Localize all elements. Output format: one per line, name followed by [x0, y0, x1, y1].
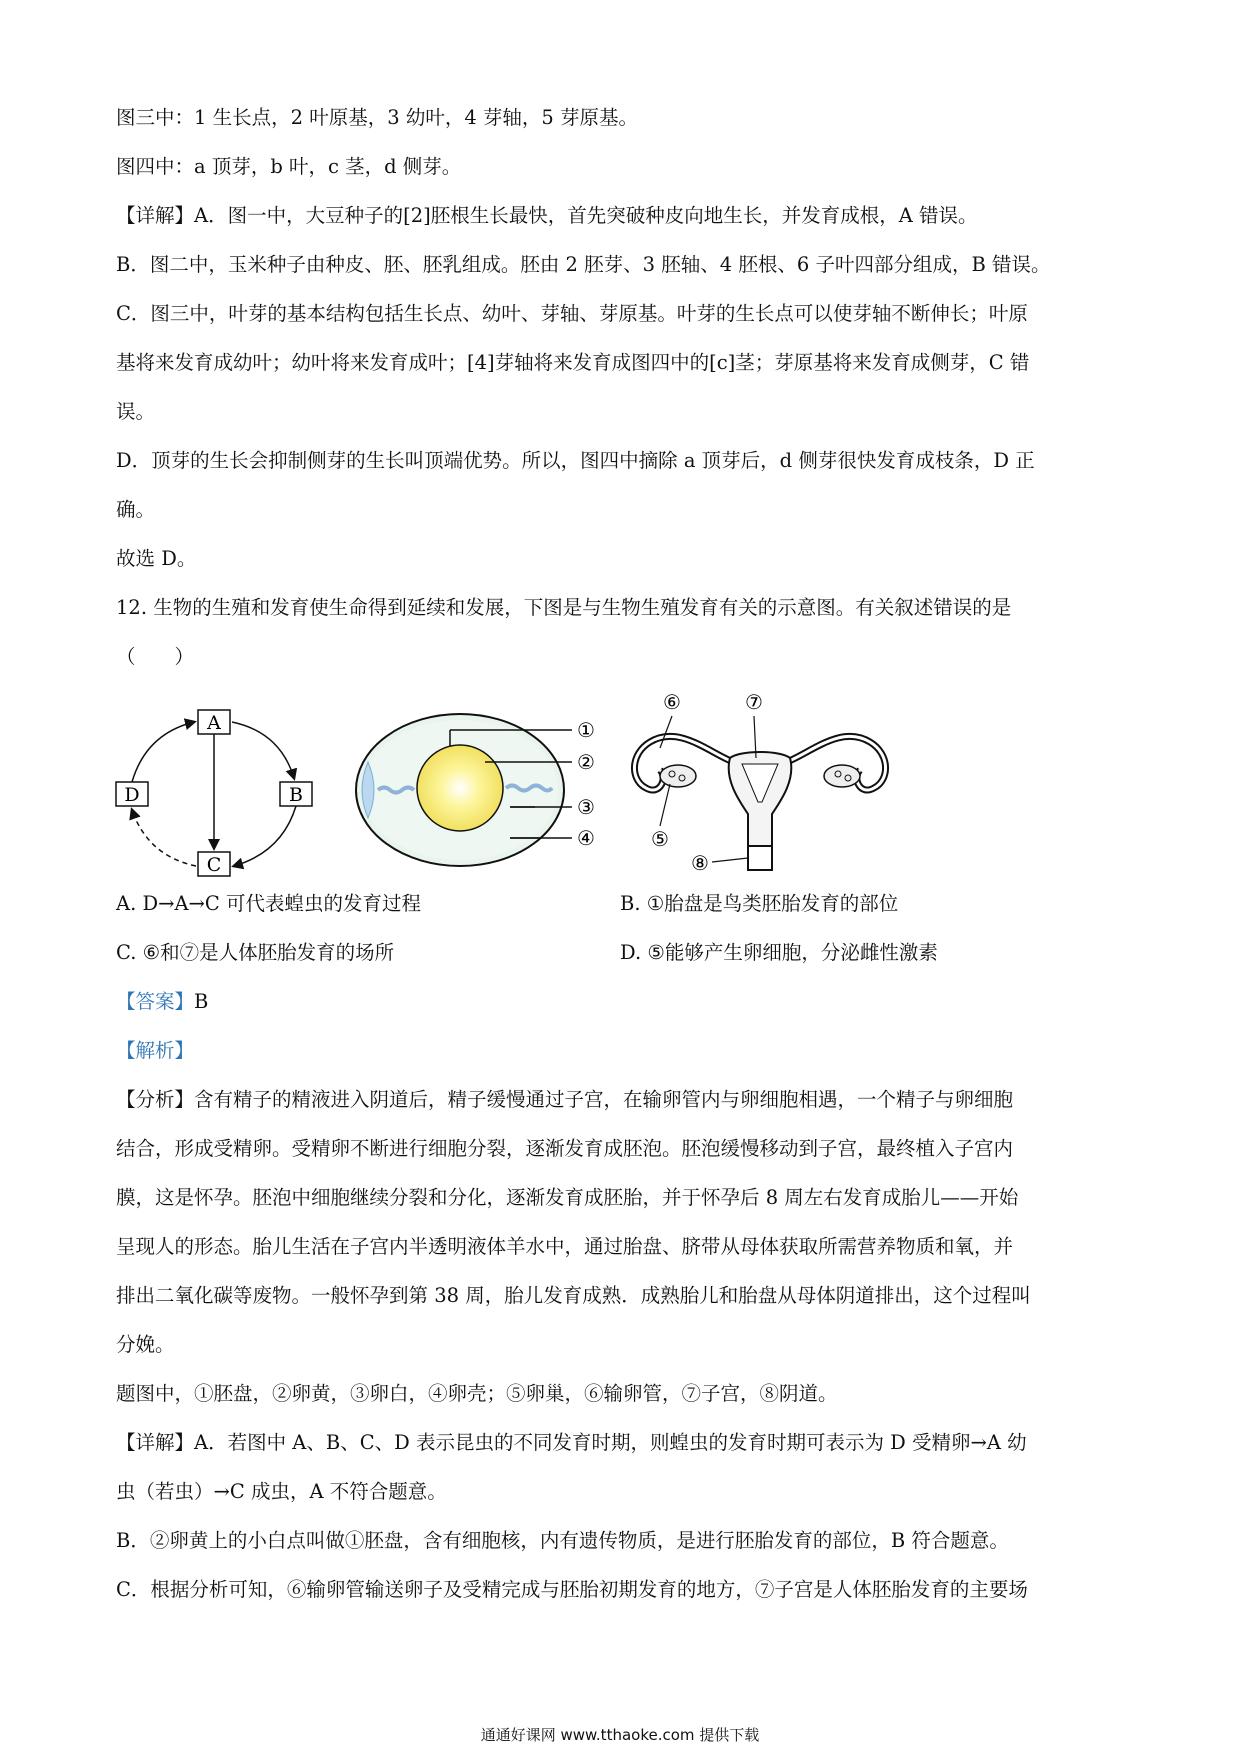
label-7: ⑦ — [745, 690, 763, 714]
arrow-D-A — [132, 722, 194, 782]
option-D: D. ⑤能够产生卵细胞，分泌雌性激素 — [620, 941, 938, 964]
label-2: ② — [577, 750, 595, 774]
line-9: 确。 — [116, 498, 156, 521]
analysis-line-1: 【分析】含有精子的精液进入阴道后，精子缓慢通过子宫，在输卵管内与卵细胞相遇，一个精子与卵细胞 — [116, 1088, 1014, 1111]
label-D: D — [124, 784, 140, 806]
analysis-line-3: 膜，这是怀孕。胚泡中细胞继续分裂和分化，逐渐发育成胚胎，并于怀孕后 8 周左右发育成胎儿——开始 — [116, 1186, 1019, 1209]
option-A: A. D→A→C 可代表蝗虫的发育过程 — [116, 892, 421, 915]
lead-5 — [660, 784, 670, 826]
answer-value: B — [194, 990, 209, 1013]
label-4: ④ — [577, 826, 595, 850]
answer-line — [116, 988, 208, 1016]
egg-diagram — [350, 700, 615, 880]
analysis-line-9: 虫（若虫）→C 成虫，A 不符合题意。 — [116, 1480, 447, 1503]
analysis-line-2: 结合，形成受精卵。受精卵不断进行细胞分裂，逐渐发育成胚泡。胚泡缓慢移动到子宫，最终植入子宫内 — [116, 1137, 1014, 1160]
option-C: C. ⑥和⑦是人体胚胎发育的场所 — [116, 941, 395, 964]
lead-6 — [660, 716, 672, 748]
ovary-right — [824, 765, 860, 787]
vagina — [748, 846, 772, 870]
line-2: 图四中：a 顶芽，b 叶，c 茎，d 侧芽。 — [116, 155, 462, 178]
reproductive-diagram — [620, 684, 900, 880]
analysis-line-7: 题图中，①胚盘，②卵黄，③卵白，④卵壳；⑤卵巢，⑥输卵管，⑦子宫，⑧阴道。 — [116, 1382, 838, 1405]
line-5: C．图三中，叶芽的基本结构包括生长点、幼叶、芽轴、芽原基。叶芽的生长点可以使芽轴不断伸长；叶原 — [116, 302, 1028, 325]
option-B: B. ①胎盘是鸟类胚胎发育的部位 — [620, 892, 899, 915]
label-1: ① — [577, 718, 595, 742]
lead-8 — [712, 858, 748, 862]
arrow-A-B — [232, 722, 294, 778]
analysis-tag: 【解析】 — [116, 1039, 195, 1062]
analysis-line-11: C．根据分析可知，⑥输卵管输送卵子及受精完成与胚胎初期发育的地方，⑦子宫是人体胚胎发育的主要场 — [116, 1578, 1028, 1601]
answer-tag: 【答案】 — [116, 990, 195, 1013]
line-8: D．顶芽的生长会抑制侧芽的生长叫顶端优势。所以，图四中摘除 a 顶芽后，d 侧芽很快发育成枝条，D 正 — [116, 449, 1035, 472]
label-C: C — [206, 854, 222, 876]
label-8: ⑧ — [691, 851, 709, 875]
analysis-line-4: 呈现人的形态。胎儿生活在子宫内半透明液体羊水中，通过胎盘、脐带从母体获取所需营养物质和氧，并 — [116, 1235, 1014, 1258]
question-12-blank: （ ） — [116, 645, 195, 668]
line-1: 图三中：1 生长点，2 叶原基，3 幼叶，4 芽轴，5 芽原基。 — [116, 106, 639, 129]
analysis-line-5: 排出二氧化碳等废物。一般怀孕到第 38 周，胎儿发育成熟．成熟胎儿和胎盘从母体阴道排出，这个过程叫 — [116, 1284, 1031, 1307]
line-6: 基将来发育成幼叶；幼叶将来发育成叶；[4]芽轴将来发育成图四中的[c]茎；芽原基将来发育成侧芽，C 错 — [116, 351, 1030, 374]
label-A: A — [207, 712, 221, 734]
label-B: B — [289, 784, 303, 806]
label-6: ⑥ — [663, 690, 681, 714]
ovary-left — [660, 765, 696, 787]
label-3: ③ — [577, 795, 595, 819]
cycle-diagram — [110, 700, 330, 880]
line-10: 故选 D。 — [116, 547, 197, 570]
label-5: ⑤ — [651, 827, 669, 851]
arrow-C-D — [132, 810, 196, 866]
yolk — [417, 745, 503, 831]
line-4: B．图二中，玉米种子由种皮、胚、胚乳组成。胚由 2 胚芽、3 胚轴、4 胚根、6 子叶四部分组成，B 错误。 — [116, 253, 1051, 276]
line-3: 【详解】A．图一中，大豆种子的[2]胚根生长最快，首先突破种皮向地生长，并发育成根，A 错误。 — [116, 204, 978, 227]
line-7: 误。 — [116, 400, 156, 423]
footer-source: 通通好课网 www.tthaoke.com 提供下载 — [480, 1726, 760, 1744]
analysis-line-6: 分娩。 — [116, 1333, 175, 1356]
analysis-line-8: 【详解】A．若图中 A、B、C、D 表示昆虫的不同发育时期，则蝗虫的发育时期可表示为 D 受精卵→A 幼 — [116, 1431, 1027, 1454]
analysis-line-10: B．②卵黄上的小白点叫做①胚盘，含有细胞核，内有遗传物质，是进行胚胎发育的部位，B 符合题意。 — [116, 1529, 1009, 1552]
arrow-B-C — [234, 806, 296, 866]
question-12: 12. 生物的生殖和发育使生命得到延续和发展，下图是与生物生殖发育有关的示意图。有关叙述错误的是 — [116, 596, 1012, 619]
